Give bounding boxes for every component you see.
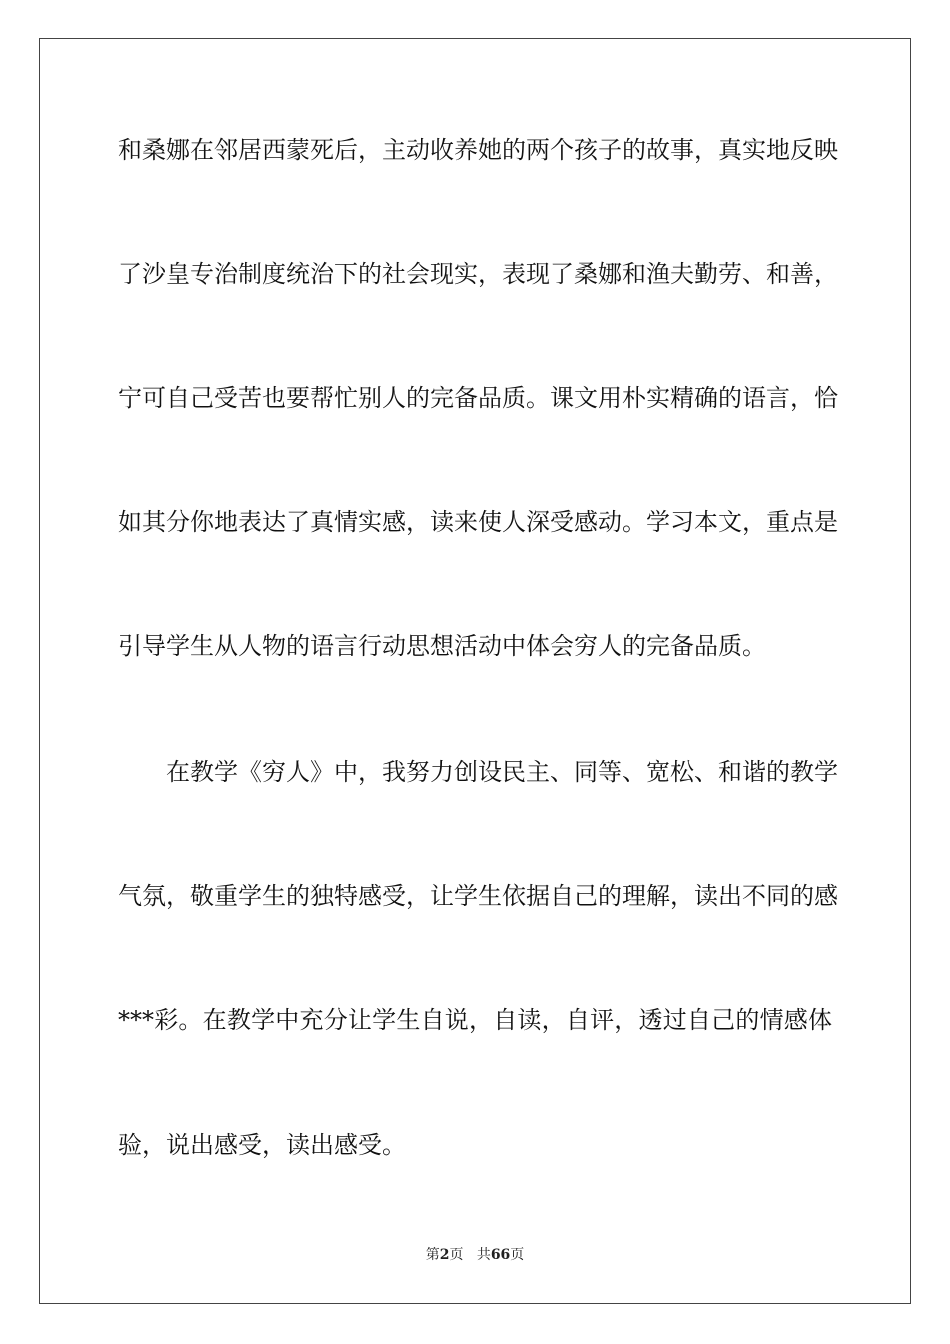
page-prefix: 第 xyxy=(425,1247,440,1263)
page-footer xyxy=(0,1246,950,1264)
total-prefix: 共 xyxy=(476,1247,491,1263)
total-suffix: 页 xyxy=(510,1247,525,1263)
page-suffix: 页 xyxy=(449,1247,464,1263)
page-border xyxy=(39,38,911,1304)
paragraph-line: ***彩。在教学中充分让学生自说，自读，自评，透过自己的情感体 xyxy=(118,1006,832,1034)
paragraph-line: 宁可自己受苦也要帮忙别人的完备品质。课文用朴实精确的语言，恰 xyxy=(118,384,838,412)
page-number: 2 xyxy=(439,1247,450,1263)
paragraph-line: 如其分你地表达了真情实感，读来使人深受感动。学习本文，重点是 xyxy=(118,508,838,536)
paragraph-line: 引导学生从人物的语言行动思想活动中体会穷人的完备品质。 xyxy=(118,632,766,660)
paragraph-line: 了沙皇专治制度统治下的社会现实，表现了桑娜和渔夫勤劳、和善， xyxy=(118,260,838,288)
paragraph-line: 和桑娜在邻居西蒙死后，主动收养她的两个孩子的故事，真实地反映 xyxy=(118,136,838,164)
paragraph-line: 在教学《穷人》中，我努力创设民主、同等、宽松、和谐的教学 xyxy=(166,758,838,786)
total-pages: 66 xyxy=(490,1247,511,1263)
paragraph-line: 验，说出感受，读出感受。 xyxy=(118,1131,406,1159)
paragraph-line: 气氛，敬重学生的独特感受，让学生依据自己的理解，读出不同的感 xyxy=(118,882,838,910)
